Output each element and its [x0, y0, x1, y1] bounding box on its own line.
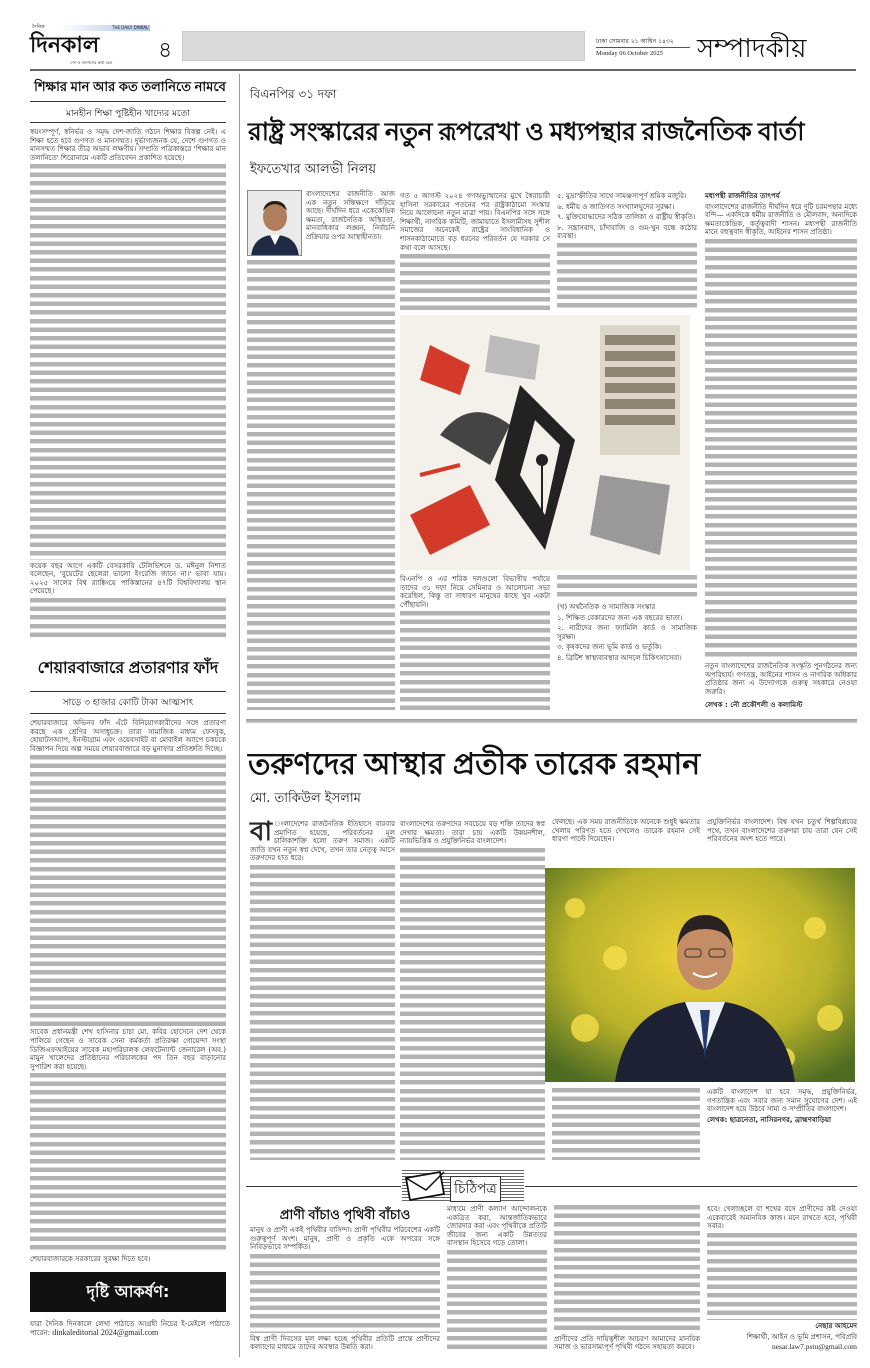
- article1-col2b-text-lines: [400, 611, 550, 710]
- article2-col1-text-lines: [250, 865, 395, 1160]
- editorial2-text-lines-2: [30, 1073, 226, 1253]
- editorial1-lead: স্বয়ংসম্পূর্ণ, স্বনির্ভর ও সমৃদ্ধ দেশ-জাতি গঠনে শিক্ষার বিকল্প নেই। এ শিক্ষা হতে হবে গুণগত ও মানসম্মত। দুর্ভাগ্যজনক যে, দেশে গুণগত ও মানসম্মত শিক্ষার তীব্র অভাব লক্ষণীয়। সম্প্রতি পত্রিকান্তরে 'শিক্ষার মান তলানিতে' শিরোনামে একটি প্রতিবেদন প্রকাশিত হয়েছে।: [30, 128, 226, 162]
- article1-col2-bottom: [400, 575, 550, 710]
- article1-col3b-item: ১. শিক্ষিত বেকারদের জন্য এক বছরের ভাতা।: [557, 613, 683, 622]
- letters-banner: [402, 1170, 524, 1202]
- article1-col3-bottom: [557, 575, 697, 710]
- article2-dropcap: বা: [250, 817, 273, 847]
- notice-title: দৃষ্টি আকর্ষণ:: [86, 1281, 170, 1301]
- notice-box: [30, 1272, 226, 1312]
- editorial1-title: শিক্ষার মান আর কত তলানিতে নামবে: [34, 79, 226, 94]
- article1-col3b-text-lines: [557, 575, 697, 601]
- editorial1-body: [30, 128, 226, 638]
- article2-col4-end: একটি বাংলাদেশ যা হবে সমৃদ্ধ, প্রযুক্তিনির্ভর, গণতান্ত্রিক এবং সবার জন্য সমান সুযোগের দেশ। এই বাংলাদেশ হয়ে উঠবে সাম্য ও সম্প্রীতির বাংলাদেশ।: [707, 1088, 857, 1114]
- letters-banner-title: চিঠিপত্র: [450, 1176, 501, 1202]
- article2-col1: [250, 817, 395, 1160]
- column-divider: [239, 74, 240, 1357]
- article1-col3-text-lines: [557, 243, 697, 310]
- editorial2-rule: [30, 691, 226, 692]
- notice-email[interactable]: dinkaleditorial 2024@gmail.com: [52, 1327, 159, 1337]
- article2-col2: [400, 820, 545, 1160]
- article1-col3b-item: ২. নারীদের জন্য ফ্যামিলি কার্ড ও সামাজিক সুরক্ষা।: [557, 624, 697, 641]
- editorial2-middle: সাবেক প্রধানমন্ত্রী শেখ হাসিনার চাচা মো. কবির হোসেনে দেশ থেকে পালিয়ে গেছেন ও সাবেক সেনা কর্মকর্তা প্রতিরক্ষা গোয়েন্দা সংস্থা ডিজিএফআইয়ের সাবেক মহাপরিচালক লেফটেন্যান্ট জেনারেল (অব.) মামুন খালেদের প্রতিষ্ঠানের পরিচালকের পদ তিন বছর বাড়ানোর সুপারিশ করা হয়েছে।: [30, 1028, 226, 1071]
- article1-col3-item: ৮. সন্ত্রাসবাদ, চাঁদাবাজি ও গুম-খুন বন্ধে কঠোর ব্যবস্থা।: [557, 223, 697, 241]
- article1-col2-text-lines: [400, 254, 550, 310]
- letters-col3-text-lines: [554, 1205, 700, 1333]
- editorial1-text-lines-2: [30, 598, 226, 638]
- letters-col4-text-lines: [707, 1233, 857, 1320]
- date-divider: [596, 47, 690, 48]
- article1-col2-text: গত ৫ আগস্ট ২০২৪ গণঅভ্যুত্থানের মুখে স্বৈরাচারী হাসিনা সরকারের পতনের পর রাষ্ট্রকাঠামো সংস্কার নিয়ে আলোচনা নতুন মাত্রা পায়। বিএনপির সঙ্গে সঙ্গে শিক্ষার্থী, নাগরিক কমিটি, জামায়াতে ইসলামীসহ সুশীল সমাজের অনেকেই রাষ্ট্রের সাংবিধানিক ও শাসনকাঠামোতে বড় ধরনের পরিবর্তন যে দরকার সে কথা বলে আসছে।: [400, 192, 550, 252]
- article1-col1-text-lines: [247, 260, 395, 710]
- article2-col3: [552, 1088, 700, 1160]
- notice-text: [30, 1320, 230, 1337]
- columnist-photo: [247, 190, 302, 256]
- letters-col1-text-lines: [250, 1254, 440, 1333]
- letters-col1b-text: বিশ্ব প্রাণী দিবসের মূল লক্ষ্য হচ্ছে পৃথিবীর প্রতিটি প্রান্তে প্রাণীদের কল্যাণের মাধ্যমে তাদের অবস্থার উন্নতি করা।: [250, 1334, 440, 1352]
- article1-col3b-item: (খ) অর্থনৈতিক ও সামাজিক সংস্কার: [557, 603, 656, 611]
- notice-description: যারা দৈনিক দিনকালে লেখা পাঠাতে আগ্রহী নিচের ই-মেইলে পাঠাতে পারেন:: [30, 1320, 230, 1337]
- logo-english: THE DAILY DINKAL: [112, 25, 149, 30]
- article1-col4-heading: মধ্যপন্থী রাজনীতির তাৎপর্য: [705, 192, 780, 200]
- article2-title: তরুণদের আস্থার প্রতীক তারেক রহমান: [248, 748, 701, 781]
- editorial1-rule: [30, 101, 226, 102]
- letters-col4-text: হবে। খেলাচ্ছলে বা শখের বসে প্রাণীদের কষ্ট দেওয়া একেবারেই অমানবিক কাজ। মনে রাখতে হবে, পৃথিবী সবার।: [707, 1205, 857, 1231]
- page-number: ৪: [158, 38, 173, 63]
- article1-col4-end: নতুন বাংলাদেশের রাজনৈতিক সংস্কৃতি পুনর্গঠনের জন্য অপরিহার্য। গণতন্ত্র, আইনের শাসন ও নাগরিক অধিকার প্রতিষ্ঠার জন্য এ উদ্যোগকে গুরুত্ব সহকারে নেওয়া জরুরি।: [705, 662, 857, 696]
- letters-col3: [554, 1205, 700, 1352]
- article1-col3: [557, 192, 697, 310]
- editorial1-rule-2: [30, 122, 226, 123]
- letters-line-left: [246, 1186, 401, 1187]
- date-english: Monday 06 October 2025: [596, 50, 663, 57]
- letters-col1-text: মানুষ ও প্রাণী একই পৃথিবীর বাসিন্দা। প্রাণী পৃথিবীর পরিবেশের একটি গুরুত্বপূর্ণ অংশ। মানুষ, প্রাণী ও প্রকৃতি একে অপরের সঙ্গে নিবিড়ভাবে সম্পর্কিত।: [250, 1226, 440, 1252]
- article1-col3-item: ৫. মুদ্রাস্ফীতির সাথে সামঞ্জস্যপূর্ণ শ্রমিক মজুরি।: [557, 192, 687, 200]
- article1-illustration: [400, 315, 690, 570]
- logo-tagline: দেশ ও জনগণের কথা বলে: [70, 60, 113, 65]
- editorial2-end: শেয়ারবাজারকে সরকারের সুরক্ষা দিতে হবে।: [30, 1255, 151, 1264]
- logo-small: দৈনিক: [32, 24, 45, 30]
- envelope-icon: [402, 1170, 446, 1202]
- letters-col2-text-lines: [447, 1250, 547, 1352]
- article1-col1-top: [247, 190, 395, 258]
- letters-col1: [250, 1226, 440, 1352]
- masthead-rule: [30, 69, 856, 71]
- date-bangla: ঢাকা সোমবার ২১ আশ্বিন ১৪৩২: [596, 38, 674, 45]
- article1-kicker: বিএনপির ৩১ দফা: [250, 87, 337, 101]
- article1-col1-lead: বাংলাদেশের রাজনীতি আজ এক নতুন সন্ধিক্ষণে দাঁড়িয়ে আছে। দীর্ঘদিন ধরে একেকেন্দ্রিক ক্ষমতা, রাজনৈতিক অস্থিরতা, মানবাধিকার লঙ্ঘন, নির্বাচনি প্রক্রিয়ার ওপর আস্থাহীনতা।: [306, 190, 395, 241]
- editorial1-text-lines: [30, 164, 226, 559]
- editorial2-body: [30, 719, 226, 1264]
- logo-name: দিনকাল: [30, 32, 100, 57]
- article1-col2b-text: বিএনপি ও এর শরিক দলগুলো বিভাগীয় পর্যায়ে তাদের ৩১ দফা নিয়ে সেমিনার ও আলোচনা সভা করেছিল, কিন্তু তা সাধারণ মানুষের কাছে খুব একটা পৌঁছায়নি।: [400, 575, 550, 609]
- editorial1-middle: কয়েক বছর আগে একটি বেসরকারি টেলিভিশনে ড. মঈনুল নিশাত বলেছেন, 'বুয়েটের ছেলেরা ভালো ইংরেজি জানে না।' ভাবা যায়। ২০২৫ সালের বিশ্ব র‌্যাঙ্কিংয়ে পাকিস্তানের ৪৭টি বিশ্ববিদ্যালয় স্থান পেয়েছে।: [30, 561, 226, 596]
- article1-byline: ইফতেখার আলভী নিলয়: [250, 162, 377, 177]
- article2-col3-text: ফেলছে। এক সময় রাজনীতিকে অনেকে শুধুই ক্ষমতার খেলায় পরিণত হতে দেখলেও তারেক রহমান সেই ধারণা পাল্টে দিয়েছেন।: [552, 818, 700, 844]
- editorial1-subtitle: মানহীন শিক্ষা পুষ্টিহীন খাদ্যের মতো: [65, 109, 191, 119]
- article1-col3-item: ৭. মুক্তিযোদ্ধাদের সঠিক তালিকা ও রাষ্ট্রীয় স্বীকৃতি।: [557, 213, 696, 222]
- letters-col4: [707, 1205, 857, 1352]
- tarek-rahman-photo: [545, 868, 855, 1082]
- editorial2-text-lines: [30, 755, 226, 1026]
- article2-col2-text-lines: [400, 848, 545, 1160]
- letters-title: প্রাণী বাঁচাও পৃথিবী বাঁচাও: [279, 1207, 411, 1222]
- letters-col3-text: প্রাণীদের প্রতি দায়িত্বশীল আচরণ আমাদের মানবিক সমাজ ও ভারসাম্যপূর্ণ পৃথিবী গঠনে সহায়তা করবে।: [554, 1334, 700, 1352]
- masthead-ad-banner: [182, 31, 585, 61]
- article1-col2: [400, 192, 550, 310]
- article2-col3-text-lines: [552, 1088, 700, 1160]
- article2-col1-text: [250, 817, 395, 863]
- masthead-logo: [30, 24, 155, 68]
- article2-byline: মো. তাকিউল ইসলাম: [250, 791, 361, 806]
- letters-author-name: নেছার আহমেদ: [815, 1322, 857, 1331]
- article1-col3-item: ৬. ধর্মীয় ও জাতিগত সংখ্যালঘুদের সুরক্ষা।: [557, 202, 675, 211]
- editorial2-rule-2: [30, 713, 226, 714]
- article2-col4: [707, 1088, 857, 1160]
- article1-col4-text-lines: [705, 239, 857, 660]
- letters-line-right: [525, 1186, 857, 1187]
- letters-col2: [447, 1205, 547, 1352]
- article1-author-note: লেখক : নৌ প্রকৌশলী ও কলামিস্ট: [705, 701, 803, 710]
- editorial2-subtitle: সাড়ে ৩ হাজার কোটি টাকা আত্মসাৎ: [62, 698, 194, 708]
- article1-title: রাষ্ট্র সংস্কারের নতুন রূপরেখা ও মধ্যপন্থার রাজনৈতিক বার্তা: [248, 118, 805, 146]
- article2-col1-lead: ংলাদেশের রাজনৈতিক ইতিহাসে বারবার প্রমাণিত হয়েছে, পরিবর্তনের মূল চালিকাশক্তি হলো তরুণ সমাজ। একটি জাতি যখন নতুন স্বপ্ন দেখে, তখন তার নেতৃত্ব আসে তরুণদের হাত ধরে।: [250, 820, 395, 863]
- article1-col4-text: বাংলাদেশের রাজনীতি দীর্ঘদিন ধরে দুটি চরমপন্থার মধ্যে বন্দি— একদিকে ধর্মীয় রাজনীতি ও মৌলবাদ, অন্যদিকে ক্ষমতাকেন্দ্রিক, কর্তৃত্ববাদী শাসন। মধ্যপন্থী রাজনীতি মানে বহুত্ববাদ স্বীকৃতি, আইনের শাসন প্রতিষ্ঠা।: [705, 202, 857, 237]
- article1-col4: [705, 192, 857, 710]
- article2-col4-text: প্রযুক্তিনির্ভর বাংলাদেশ। বিশ্ব যখন চতুর্থ শিল্পবিপ্লবের পথে, তখন বাংলাদেশের তরুণরা চায় তারা যেন সেই পরিবর্তনের অংশ হতে পারে।: [707, 818, 857, 844]
- editorial2-title: শেয়ারবাজারে প্রতারণার ফাঁদ: [37, 660, 219, 677]
- letters-author-info: শিক্ষার্থী, আইন ও ভূমি প্রশাসন, পবিপ্রবি: [746, 1332, 857, 1341]
- letters-col2-text: মাধ্যমে প্রাণী কল্যাণ আন্দোলনকে একত্রিত করা, আন্তর্জাতিকভাবে জোরদার করা এবং পৃথিবীকে প্রতিটি জীবের জন্য একটি উন্নততর বাসস্থান হিসেবে গড়ে তোলা।: [447, 1205, 547, 1248]
- letters-author-email[interactable]: nesar.law7.pstu@gmail.com: [771, 1342, 857, 1352]
- article-separator: [246, 719, 857, 723]
- section-title: সম্পাদকীয়: [697, 34, 807, 64]
- editorial2-lead: শেয়ারবাজারে অভিনব ফাঁদ এঁটে বিনিয়োগকারীদের সঙ্গে প্রতারণা করছে এক শ্রেণির অসাধুচক্র। তারা সামাজিক মাধ্যম ফেসবুক, হোয়াটসঅ্যাপ, ইনস্টাগ্রাম এবং ওয়েবসাইট বা মোবাইল অ্যাপে চকচকে বিজ্ঞাপন দিয়ে অল্প সময়ে শেয়ারবাজারে বড় মুনাফার প্রতিশ্রুতি দিচ্ছে।: [30, 719, 226, 753]
- article1-col1: [247, 190, 395, 710]
- article2-col2-text: বাংলাদেশের তরুণদের সবচেয়ে বড় শক্তি তাদের স্বপ্ন দেখার ক্ষমতা। তারা চায় একটি উন্নয়নশীল, ন্যায়ভিত্তিক ও প্রযুক্তিনির্ভর বাংলাদেশ।: [400, 820, 545, 846]
- article1-col3b-item: ৩. কৃষকদের জন্য ভূমি কার্ড ও ভর্তুকি।: [557, 643, 662, 652]
- article2-col3-top: [552, 818, 700, 844]
- article2-author-note: লেখক: ছাত্রনেতা, নাসিরনগর, ব্রাহ্মণবাড়িয়া: [707, 1115, 831, 1124]
- article2-col4-top: [707, 818, 857, 844]
- article1-col3b-item: ৪. ব্রিটিশ স্বাস্থ্যব্যবস্থার আদলে চিকিৎসাসেবা।: [557, 653, 682, 662]
